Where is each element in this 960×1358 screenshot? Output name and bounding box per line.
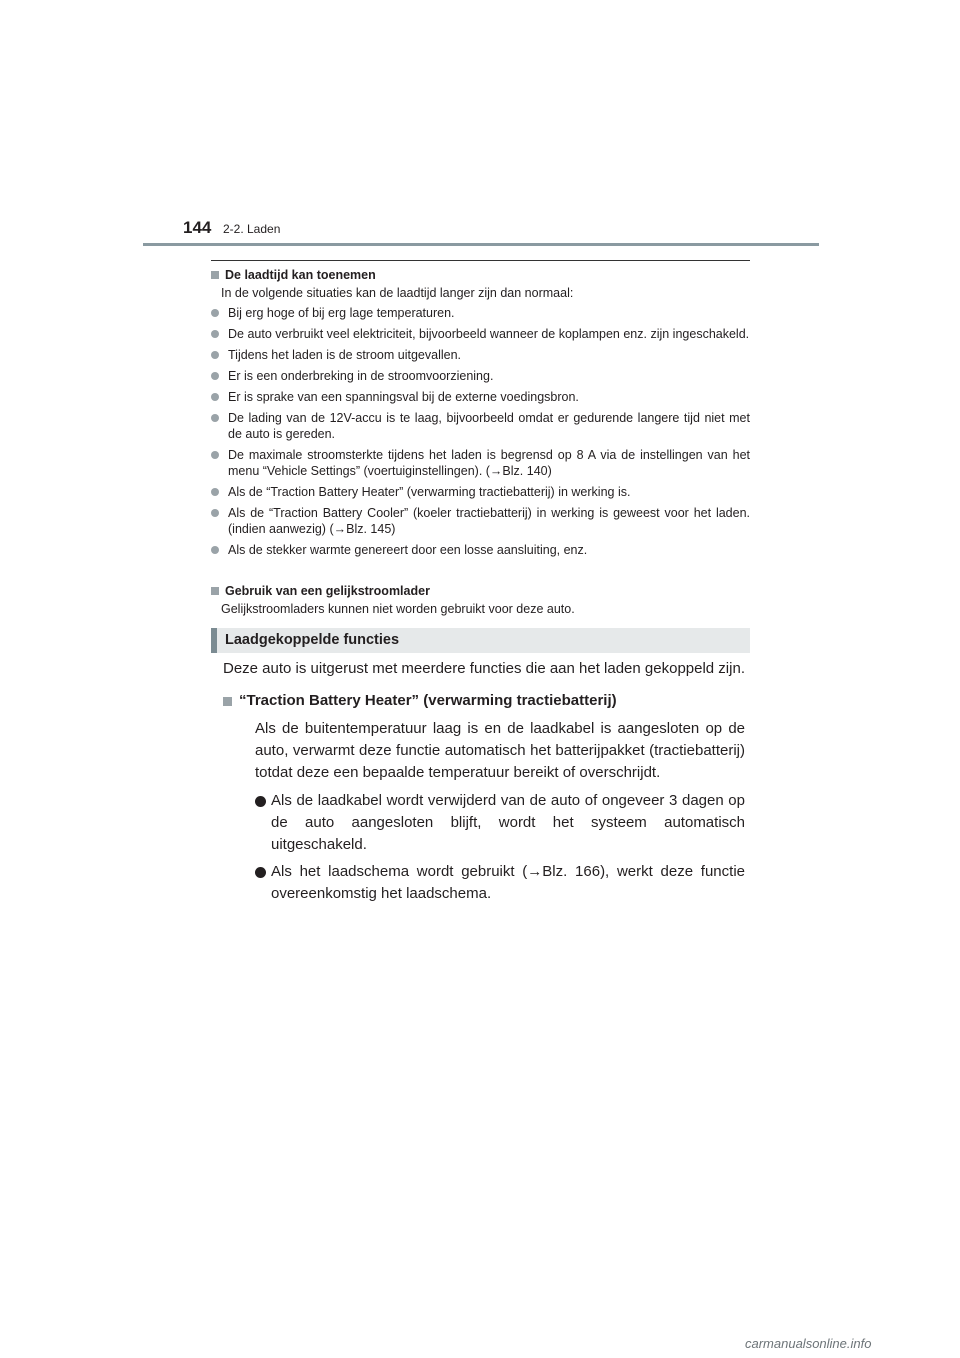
bullet-icon [211, 509, 219, 517]
main-intro: Deze auto is uitgerust met meerdere functies die aan het laden gekoppeld zijn. [223, 660, 745, 677]
bullet-icon [211, 393, 219, 401]
bullet-icon [255, 796, 266, 807]
main-content [223, 658, 745, 910]
bullet-icon [211, 330, 219, 338]
list-item: De maximale stroomsterkte tijdens het laden is begrensd op 8 A via de instellingen van het menu “Vehicle Settings” (voertuiginstellingen). (→Blz. 140) [211, 447, 750, 479]
main-subheading: “Traction Battery Heater” (verwarming tractiebatterij) [239, 692, 617, 709]
content-rule [211, 260, 750, 261]
page-number: 144 [183, 218, 212, 237]
bullet-icon [211, 546, 219, 554]
bullet-icon [211, 414, 219, 422]
list-item: Als de “Traction Battery Heater” (verwarming tractiebatterij) in werking is. [211, 484, 750, 500]
banner-title: Laadgekoppelde functies [225, 632, 400, 648]
bullet-icon [211, 351, 219, 359]
main-list [255, 790, 745, 905]
bullet-icon [211, 488, 219, 496]
charging-time-block [211, 267, 750, 563]
bullet-icon [211, 372, 219, 380]
charging-time-intro: In de volgende situaties kan de laadtijd langer zijn dan normaal: [221, 286, 574, 300]
list-item: Bij erg hoge of bij erg lage temperaturen. [211, 305, 750, 321]
main-paragraph: Als de buitentemperatuur laag is en de laadkabel is aangesloten op de auto, verwarmt deze functie automatisch het batterijpakket (tractiebatterij) totdat deze een bepaalde temperatuur bereikt of overschrijdt. [255, 720, 745, 781]
dc-charger-heading: Gebruik van een gelijkstroomlader [225, 584, 430, 598]
dc-charger-text: Gelijkstroomladers kunnen niet worden gebruikt voor deze auto. [221, 602, 575, 616]
list-item: De lading van de 12V-accu is te laag, bijvoorbeeld omdat er gedurende langere tijd niet met de auto is gereden. [211, 410, 750, 442]
list-item: Er is een onderbreking in de stroomvoorziening. [211, 368, 750, 384]
watermark: carmanualsonline.info [745, 1336, 872, 1351]
section-title: 2-2. Laden [223, 222, 281, 236]
list-item: Als de laadkabel wordt verwijderd van de auto of ongeveer 3 dagen op de auto aangesloten blijft, wordt het systeem automatisch uitgeschakeld. [255, 790, 745, 856]
square-bullet-icon [211, 271, 219, 279]
square-bullet-icon [223, 697, 232, 706]
charging-time-list [211, 305, 750, 558]
charging-time-heading: De laadtijd kan toenemen [225, 268, 376, 282]
list-item: Als de “Traction Battery Cooler” (koeler tractiebatterij) in werking is geweest voor het laden. (indien aanwezig) (→Blz. 145) [211, 505, 750, 537]
dc-charger-block [211, 583, 750, 617]
list-item: Er is sprake van een spanningsval bij de externe voedingsbron. [211, 389, 750, 405]
list-item: Tijdens het laden is de stroom uitgevallen. [211, 347, 750, 363]
section-banner [211, 628, 750, 653]
header-rule [143, 243, 819, 246]
bullet-icon [211, 309, 219, 317]
list-item: Als de stekker warmte genereert door een losse aansluiting, enz. [211, 542, 750, 558]
list-item: Als het laadschema wordt gebruikt (→Blz. 166), werkt deze functie overeenkomstig het laadschema. [255, 861, 745, 905]
bullet-icon [255, 867, 266, 878]
list-item: De auto verbruikt veel elektriciteit, bijvoorbeeld wanneer de koplampen enz. zijn ingeschakeld. [211, 326, 750, 342]
square-bullet-icon [211, 587, 219, 595]
bullet-icon [211, 451, 219, 459]
